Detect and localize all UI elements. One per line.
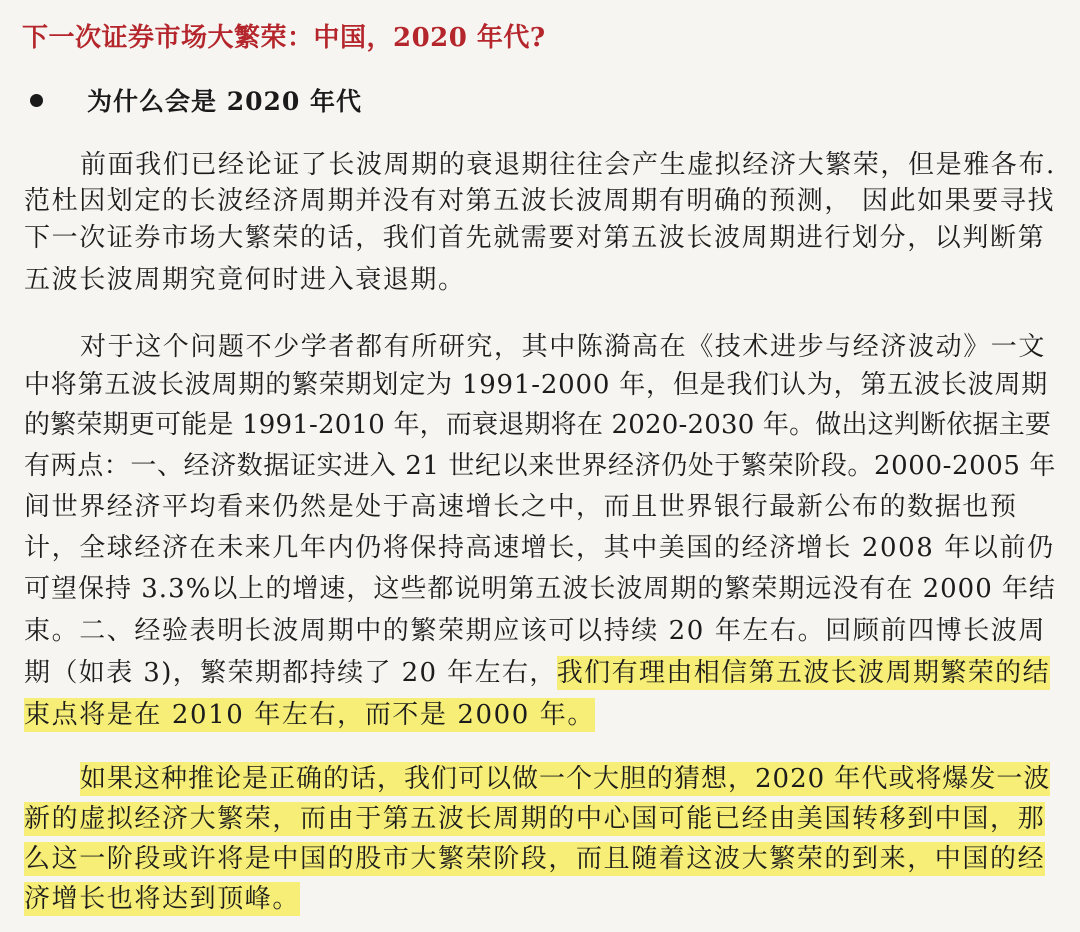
document-heading: 下一次证券市场大繁荣：中国，2020 年代?: [22, 23, 546, 53]
paragraph-2-line-2: 中将第五波长波周期的繁荣期划定为 1991-2000 年，但是我们认为，第五波长波周期: [24, 370, 1049, 400]
bullet-icon: [30, 94, 43, 107]
section-heading-row: [24, 78, 362, 122]
paragraph-2-line-7: 可望保持 3.3%以上的增速，这些都说明第五波长波周期的繁荣期远没有在 2000 年结: [24, 574, 1057, 604]
highlighted-text: 束点将是在 2010 年左右，而不是 2000 年。: [24, 700, 595, 730]
paragraph-3-line-2: [24, 800, 1045, 838]
paragraph-2-line-5: 间世界经济平均看来仍然是处于高速增长之中，而且世界银行最新公布的数据也预: [24, 492, 1018, 522]
paragraph-3-line-1: [80, 760, 1050, 798]
paragraph-2-line-4: 有两点：一、经济数据证实进入 21 世纪以来世界经济仍处于繁荣阶段。2000-2005 年: [24, 451, 1056, 481]
paragraph-2-line-10: [24, 696, 595, 734]
paragraph-2-line-9: [24, 654, 1050, 692]
paragraph-3-line-4: [24, 880, 300, 918]
paragraph-1-line-2: 范杜因划定的长波经济周期并没有对第五波长波周期有明确的预测， 因此如果要寻找: [24, 186, 1056, 216]
paragraph-1-line-3: 下一次证券市场大繁荣的话，我们首先就需要对第五波长波周期进行划分，以判断第: [24, 223, 1046, 253]
highlighted-text: 我们有理由相信第五波长波周期繁荣的结: [556, 658, 1050, 688]
paragraph-2-line-6: 计，全球经济在未来几年内仍将保持高速增长，其中美国的经济增长 2008 年以前仍: [24, 533, 1055, 563]
paragraph-2-line-9-text: 期（如表 3)，繁荣期都持续了 20 年左右，: [24, 658, 557, 688]
highlighted-text: 么这一阶段或许将是中国的股市大繁荣阶段，而且随着这波大繁荣的到来，中国的经: [24, 844, 1046, 874]
paragraph-2-line-3: 的繁荣期更可能是 1991-2010 年，而衰退期将在 2020-2030 年。做出这判断依据主要: [24, 410, 1052, 440]
paragraph-2-line-1: 对于这个问题不少学者都有所研究，其中陈漪高在《技术进步与经济波动》一文: [80, 332, 1047, 362]
highlighted-text: 如果这种推论是正确的话，我们可以做一个大胆的猜想，2020 年代或将爆发一波: [80, 764, 1051, 794]
highlighted-text: 新的虚拟经济大繁荣，而由于第五波长周期的中心国可能已经由美国转移到中国，那: [24, 804, 1046, 834]
highlighted-text: 济增长也将达到顶峰。: [24, 884, 301, 914]
section-heading: 为什么会是 2020 年代: [87, 87, 362, 116]
paragraph-1-line-4: 五波长波周期究竟何时进入衰退期。: [24, 265, 466, 295]
paragraph-1-line-1: 前面我们已经论证了长波周期的衰退期往往会产生虚拟经济大繁荣，但是雅各布.: [80, 150, 1056, 180]
paragraph-3-line-3: [24, 840, 1045, 878]
paragraph-2-line-8: 束。二、经验表明长波周期中的繁荣期应该可以持续 20 年左右。回顾前四博长波周: [24, 616, 1047, 646]
